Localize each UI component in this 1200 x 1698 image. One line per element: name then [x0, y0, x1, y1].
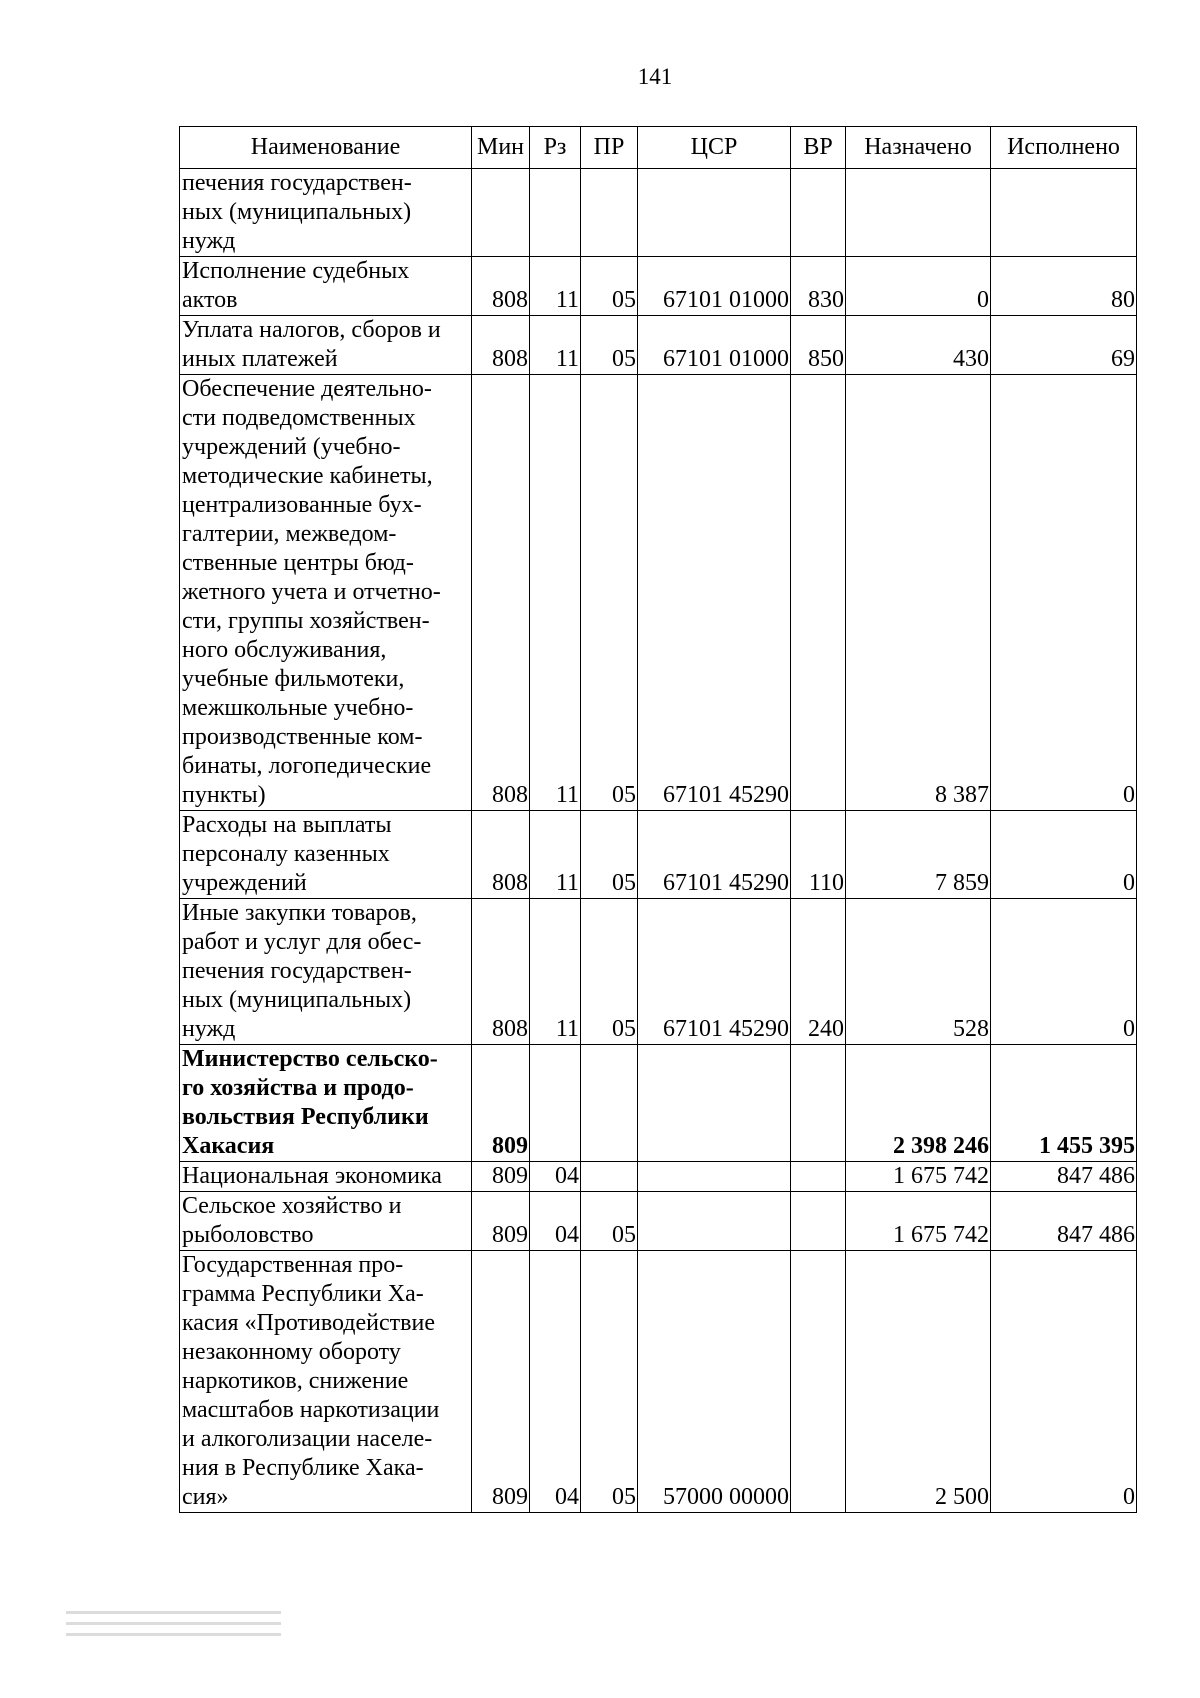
cell-csr: 57000 00000 [638, 1251, 791, 1513]
cell-csr [638, 1045, 791, 1162]
cell-rz: 04 [530, 1192, 581, 1251]
cell-executed: 69 [991, 316, 1137, 375]
cell-name: Расходы на выплаты персоналу казенных учреждений [180, 811, 472, 899]
cell-rz: 04 [530, 1162, 581, 1192]
cell-rz [530, 1045, 581, 1162]
cell-name: Министерство сельско- го хозяйства и продо- вольствия Республики Хакасия [180, 1045, 472, 1162]
header-min: Мин [472, 127, 530, 169]
cell-min: 808 [472, 257, 530, 316]
cell-csr: 67101 01000 [638, 257, 791, 316]
cell-executed: 0 [991, 1251, 1137, 1513]
cell-csr: 67101 45290 [638, 375, 791, 811]
budget-table [179, 126, 1137, 1513]
cell-pr [581, 1045, 638, 1162]
table-row [180, 257, 1137, 316]
cell-pr [581, 169, 638, 257]
table-row [180, 316, 1137, 375]
header-name: Наименование [180, 127, 472, 169]
table-row [180, 375, 1137, 811]
cell-executed: 847 486 [991, 1162, 1137, 1192]
table-row [180, 1162, 1137, 1192]
cell-min: 809 [472, 1045, 530, 1162]
cell-name: печения государствен- ных (муниципальных) нужд [180, 169, 472, 257]
cell-assigned: 2 398 246 [846, 1045, 991, 1162]
cell-rz: 11 [530, 316, 581, 375]
cell-name: Государственная про- грамма Республики Ха- касия «Противодействие незаконному обороту наркотиков, снижение масштабов наркотизации и алкоголизации населе- ния в Республике Хака- сия» [180, 1251, 472, 1513]
cell-executed: 1 455 395 [991, 1045, 1137, 1162]
cell-assigned: 1 675 742 [846, 1192, 991, 1251]
cell-pr: 05 [581, 1192, 638, 1251]
cell-assigned: 1 675 742 [846, 1162, 991, 1192]
cell-rz: 04 [530, 1251, 581, 1513]
cell-rz: 11 [530, 257, 581, 316]
cell-assigned: 7 859 [846, 811, 991, 899]
cell-min: 809 [472, 1162, 530, 1192]
cell-assigned: 430 [846, 316, 991, 375]
cell-vr: 110 [791, 811, 846, 899]
header-rz: Рз [530, 127, 581, 169]
cell-assigned: 8 387 [846, 375, 991, 811]
page-number: 141 [637, 64, 673, 89]
cell-executed: 847 486 [991, 1192, 1137, 1251]
table-row [180, 1045, 1137, 1162]
cell-pr: 05 [581, 257, 638, 316]
cell-min [472, 169, 530, 257]
header-vr: ВР [791, 127, 846, 169]
cell-csr [638, 169, 791, 257]
table-row [180, 811, 1137, 899]
cell-name: Уплата налогов, сборов и иных платежей [180, 316, 472, 375]
cell-csr: 67101 01000 [638, 316, 791, 375]
cell-rz: 11 [530, 375, 581, 811]
cell-vr: 830 [791, 257, 846, 316]
cell-pr: 05 [581, 899, 638, 1045]
cell-vr [791, 375, 846, 811]
cell-vr [791, 1045, 846, 1162]
cell-name: Сельское хозяйство и рыболовство [180, 1192, 472, 1251]
cell-vr [791, 1162, 846, 1192]
header-csr: ЦСР [638, 127, 791, 169]
cell-csr: 67101 45290 [638, 899, 791, 1045]
cell-min: 808 [472, 811, 530, 899]
header-executed: Исполнено [991, 127, 1137, 169]
cell-rz: 11 [530, 811, 581, 899]
cell-csr [638, 1192, 791, 1251]
cell-pr: 05 [581, 316, 638, 375]
cell-assigned: 0 [846, 257, 991, 316]
cell-pr: 05 [581, 811, 638, 899]
cell-pr: 05 [581, 375, 638, 811]
cell-name: Обеспечение деятельно- сти подведомственных учреждений (учебно- методические кабинеты, централизованные бух- галтерии, межведом- ственные центры бюд- жетного учета и отчетно- сти, группы хозяйствен- ного обслуживания, учебные фильмотеки, межшкольные учебно- производственные ком- бинаты, логопедические пункты) [180, 375, 472, 811]
cell-min: 808 [472, 316, 530, 375]
header-assigned: Назначено [846, 127, 991, 169]
cell-assigned: 528 [846, 899, 991, 1045]
cell-executed: 0 [991, 811, 1137, 899]
cell-vr: 240 [791, 899, 846, 1045]
cell-csr: 67101 45290 [638, 811, 791, 899]
table-row [180, 899, 1137, 1045]
cell-rz: 11 [530, 899, 581, 1045]
cell-name: Национальная экономика [180, 1162, 472, 1192]
cell-executed: 0 [991, 375, 1137, 811]
cell-assigned [846, 169, 991, 257]
cell-vr [791, 1251, 846, 1513]
cell-vr [791, 1192, 846, 1251]
table-row [180, 1192, 1137, 1251]
cell-vr [791, 169, 846, 257]
cell-min: 808 [472, 375, 530, 811]
cell-name: Иные закупки товаров, работ и услуг для обес- печения государствен- ных (муниципальных) нужд [180, 899, 472, 1045]
cell-assigned: 2 500 [846, 1251, 991, 1513]
cell-vr: 850 [791, 316, 846, 375]
table-row [180, 1251, 1137, 1513]
cell-min: 808 [472, 899, 530, 1045]
cell-executed: 80 [991, 257, 1137, 316]
cell-min: 809 [472, 1251, 530, 1513]
cell-min: 809 [472, 1192, 530, 1251]
cell-rz [530, 169, 581, 257]
cell-pr [581, 1162, 638, 1192]
cell-executed: 0 [991, 899, 1137, 1045]
header-pr: ПР [581, 127, 638, 169]
cell-csr [638, 1162, 791, 1192]
table-header-row [180, 127, 1137, 169]
cell-executed [991, 169, 1137, 257]
faded-stamp [66, 1603, 281, 1683]
cell-name: Исполнение судебных актов [180, 257, 472, 316]
table-row [180, 169, 1137, 257]
cell-pr: 05 [581, 1251, 638, 1513]
